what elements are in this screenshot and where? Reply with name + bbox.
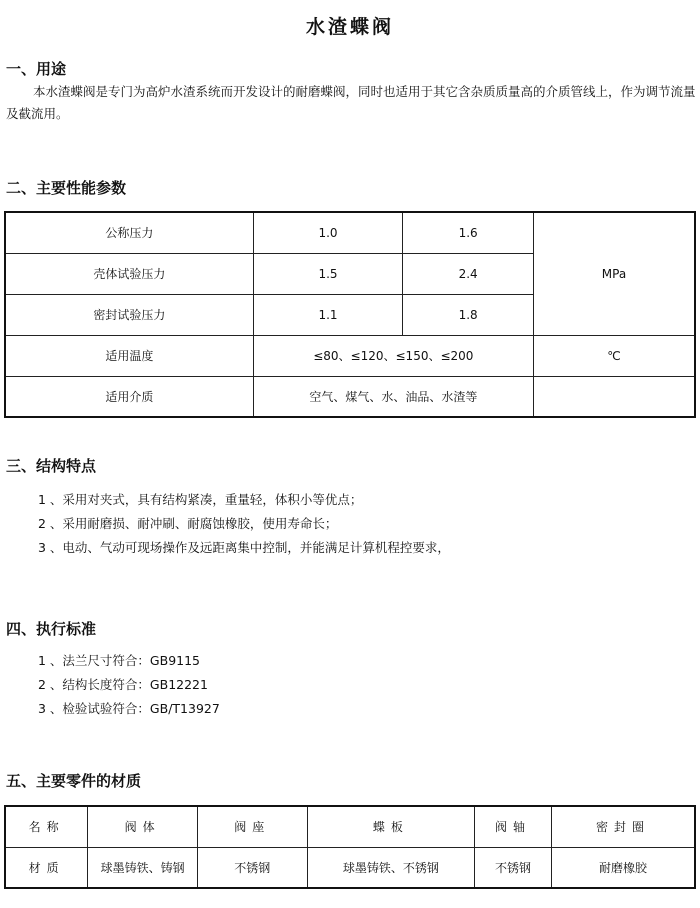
usage-text: 本水渣蝶阀是专门为高炉水渣系统而开发设计的耐磨蝶阀，同时也适用于其它含杂质质量高的介质管线上，作为调节流量及截流用。 — [6, 84, 696, 121]
temperature-value: ≤80、≤120、≤150、≤200 — [253, 335, 533, 376]
media-value: 空气、煤气、水、油品、水渣等 — [253, 376, 533, 417]
table-cell: 不锈钢 — [475, 847, 552, 888]
section-heading-materials: 五、主要零件的材质 — [6, 772, 142, 790]
table-row — [5, 376, 695, 417]
features-list — [38, 488, 450, 560]
param-value: 1.5 — [253, 253, 403, 294]
section-heading-standards: 四、执行标准 — [6, 620, 97, 638]
param-label: 壳体试验压力 — [5, 253, 253, 294]
table-cell: 球墨铸铁、不锈钢 — [307, 847, 474, 888]
parameters-table — [4, 211, 696, 418]
table-row — [5, 335, 695, 376]
param-value: 1.1 — [253, 294, 403, 335]
usage-paragraph — [6, 81, 696, 125]
table-cell: 球墨铸铁、铸钢 — [88, 847, 198, 888]
param-label: 适用介质 — [5, 376, 253, 417]
list-item: 2 、结构长度符合：GB12221 — [38, 677, 208, 692]
param-label: 公称压力 — [5, 212, 253, 253]
param-value: 1.8 — [403, 294, 534, 335]
list-item: 2 、采用耐磨损、耐冲刷、耐腐蚀橡胶，使用寿命长； — [38, 516, 338, 531]
param-value: 1.6 — [403, 212, 534, 253]
section-heading-features: 三、结构特点 — [6, 457, 97, 475]
table-row — [5, 212, 695, 253]
table-cell: 耐磨橡胶 — [551, 847, 695, 888]
param-label: 适用温度 — [5, 335, 253, 376]
temperature-unit: ℃ — [533, 335, 695, 376]
list-item: 3 、检验试验符合：GB/T13927 — [38, 701, 220, 716]
table-header-cell: 阀轴 — [475, 806, 552, 847]
table-header-cell: 阀座 — [197, 806, 307, 847]
section-heading-params: 二、主要性能参数 — [6, 179, 127, 197]
empty-cell — [533, 376, 695, 417]
table-cell: 不锈钢 — [197, 847, 307, 888]
materials-table — [4, 805, 696, 889]
list-item: 3 、电动、气动可现场操作及远距离集中控制，并能满足计算机程控要求， — [38, 540, 450, 555]
table-header-cell: 名称 — [5, 806, 88, 847]
param-value: 1.0 — [253, 212, 403, 253]
pressure-unit: MPa — [533, 212, 695, 335]
page-title: 水渣蝶阀 — [305, 16, 394, 38]
param-label: 密封试验压力 — [5, 294, 253, 335]
table-row — [5, 847, 695, 888]
table-header-cell: 蝶板 — [307, 806, 474, 847]
table-header-cell: 阀体 — [88, 806, 198, 847]
list-item: 1 、法兰尺寸符合：GB9115 — [38, 653, 200, 668]
table-header-cell: 密封圈 — [551, 806, 695, 847]
standards-list — [38, 649, 220, 721]
table-cell: 材质 — [5, 847, 88, 888]
section-heading-usage: 一、用途 — [6, 60, 67, 78]
table-row — [5, 806, 695, 847]
list-item: 1 、采用对夹式，具有结构紧凑，重量轻，体积小等优点； — [38, 492, 363, 507]
param-value: 2.4 — [403, 253, 534, 294]
